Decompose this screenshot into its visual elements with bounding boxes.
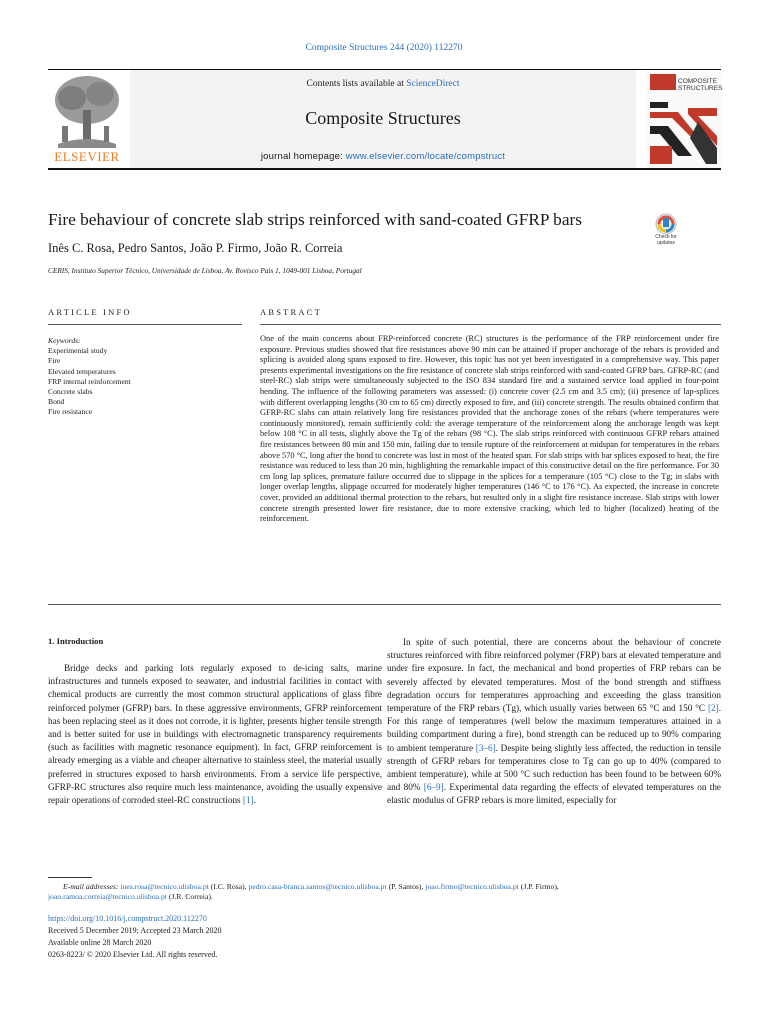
paragraph: Bridge decks and parking lots regularly exposed to de-icing salts, marine infrastructures and tunnels exposed to seawater, and industrial facilities in contact with chemical products are currently the most common structural applications of glass fibre reinforced polymer (GFRP) bars. In these aggressive environments, GFRP reinforcement has been replacing steel as it does not corrode, it is lighter, presents higher tensile strength and is better suited for use in buildings with electromagnetic transparency requirements (such as facilities with magnetic resonance equipment). In fact, GFRP reinforcement is already emerging as a viable and cheaper alternative to stainless steel, the material usually preferred in structures exposed to harsh environments. From a service life perspective, GFRP-RC structures also require much less maintenance, avoiding the usually expensive repair operations of corroded steel-RC constructions [1]. [48,663,382,806]
citation-link[interactable]: [3–6] [475,742,496,753]
keyword-item: Elevated temperatures [48,366,116,376]
body-left-column [48,662,382,807]
received-accepted: Received 5 December 2019; Accepted 23 March 2020 [48,926,222,935]
homepage-link[interactable]: www.elsevier.com/locate/compstruct [345,151,506,162]
affiliation: CERIS, Instituto Superior Técnico, Universidade de Lisboa, Av. Rovisco Pais 1, 1049-001 Lisboa, Portugal [48,266,362,275]
abstract-heading: ABSTRACT [260,307,322,317]
sciencedirect-link[interactable]: ScienceDirect [406,79,460,89]
email-footnote: E-mail addresses: ines.rosa@tecnico.ulisboa.pt (I.C. Rosa), pedro.casa-branca.santos@tecnico.ulisboa.pt (P. Santos), joao.firmo@tecnico.ulisboa.pt (J.P. Firmo), joao.ramoa.correia@tecnico.ulisboa.pt (J.R. Correia). [48,882,559,902]
paper-title: Fire behaviour of concrete slab strips reinforced with sand-coated GFRP bars [48,210,582,229]
article-info-rule [48,324,242,325]
masthead-bottom-rule [48,168,721,170]
citation-link[interactable]: [6–9] [423,782,444,793]
citation-link[interactable]: [2] [707,703,719,714]
publication-history [48,913,222,961]
author-list: Inês C. Rosa, Pedro Santos, João P. Firmo, João R. Correia [48,241,343,255]
copyright: 0263-8223/ © 2020 Elsevier Ltd. All rights reserved. [48,950,218,959]
abstract-rule [260,324,721,325]
paragraph: In spite of such potential, there are concerns about the behaviour of concrete structures reinforced with fibre reinforced polymer (FRP) bars at elevated temperature and under fire exposure. In fact, the mechanical and bond properties of FRP rebars can be severely affected by elevated temperatures. Most of the bond strength and stiffness degradation occurs for temperatures approaching and exceeding the glass transition temperature of the FRP rebars (Tg), which usually varies between 65 °C and 150 °C [2]. For this range of temperatures (well below the maximum temperatures attained in a building compartment during a fire), bond strength can be reduced up to 90% comparing to ambient temperature [3–6]. Despite being slightly less affected, the reduction in tensile strength of GFRP rebars for temperatures close to Tg can go up to 40% (compared to ambient temperature), while at 500 °C such reduction has been found to be between 60% and 80% [6–9]. Experimental data regarding the effects of elevated temperatures on the elastic modulus of GFRP rebars is more limited, especially for [387,637,721,806]
keyword-item: Concrete slabs [48,387,93,397]
journal-homepage: journal homepage: www.elsevier.com/locate/compstruct [260,151,506,162]
keyword-item: Fire resistance [48,407,93,417]
keyword-item: FRP internal reinforcement [48,376,131,386]
email-link[interactable]: pedro.casa-branca.santos@tecnico.ulisboa.pt [248,882,387,891]
crossmark-label: Check for updates [655,234,677,246]
keywords-label: Keywords: [48,336,81,345]
abstract-bottom-rule [48,604,721,605]
contents-line: Contents lists available at ScienceDirect [306,79,460,89]
cover-title: COMPOSITE STRUCTURES [678,78,723,92]
keyword-item: Bond [48,397,65,407]
article-info-heading: ARTICLE INFO [48,307,132,317]
email-link[interactable]: ines.rosa@tecnico.ulisboa.pt [120,882,209,891]
keyword-item: Experimental study [48,346,108,356]
abstract-text: One of the main concerns about FRP-reinforced concrete (RC) structures is the performance of the FRP reinforcement under fire exposure. Previous studies showed that fire resistances above 90 min can be attained if proper anchorage of the rebars is provided and splicing is avoided along spans exposed to fire. However, this topic has not yet been investigated in a comprehensive way. This paper presents experimental investigations on the fire resistance of concrete slab strips reinforced with sand-coated GFRP bars. GFRP-RC (and steel-RC) slab strips were simultaneously subjected to the ISO 834 standard fire and a sustained service load applied in four-point bending. The influence of the following parameters was assessed: (i) concrete cover (2.5 cm and 3.5 cm); (ii) presence of lap-splices with different overlapping lengths (30 cm to 65 cm) directly exposed to fire, and (iii) concrete strength. The results obtained confirm that GFRP-RC slabs can attain relatively long fire resistances provided that the anchorage zones of the rebars (where temperatures were continuously monitored), remain sufficiently cold: the average temperature of the reinforcement along the anchorage length was kept below 108 °C in all tests, slightly above the Tg of the rebars (98 °C). The slab strips reinforced with continuous GFRP rebars attained fire resistances between 80 min and 150 min, failing due to tensile rupture of the reinforcement at midspan for temperatures in the rebars above 570 °C, long after the bond to concrete was lost in most of the heated span. For slab strips with bar splices exposed to heat, the fire resistance was reduced to less than 20 min, highlighting the remarkable impact of this constructive detail on the fire performance. For 30 cm long lap splices, premature failure occurred due to slippage in the splices for a temperature (105 °C) close to the Tg; in slabs with longer overlap lengths, slippage occurred for moderately higher temperatures (146 °C to 176 °C). As expected, the increase in concrete cover, provided an additional thermal protection to the rebars, but resulted only in a slight fire resistance increase. Slab strips with lower concrete strength presented lower fire resistance, due to more extensive cracking, which led to higher (localized) heating of the reinforcement. [260,334,719,524]
available-online: Available online 28 March 2020 [48,938,152,947]
elsevier-wordmark: ELSEVIER [54,149,120,164]
journal-citation[interactable]: Composite Structures 244 (2020) 112270 [305,43,463,53]
footnote-rule [48,877,92,878]
email-link[interactable]: joao.ramoa.correia@tecnico.ulisboa.pt [48,892,167,902]
doi-link[interactable]: https://doi.org/10.1016/j.compstruct.2020.112270 [48,914,207,923]
body-right-column [387,636,721,808]
crossmark-icon[interactable] [648,212,684,252]
keywords [48,336,131,418]
email-link[interactable]: joao.firmo@tecnico.ulisboa.pt [425,882,519,891]
citation-link[interactable]: [1] [242,795,254,806]
journal-name: Composite Structures [305,108,461,128]
section-heading-introduction: 1. Introduction [48,636,104,646]
keyword-item: Fire [48,356,61,366]
